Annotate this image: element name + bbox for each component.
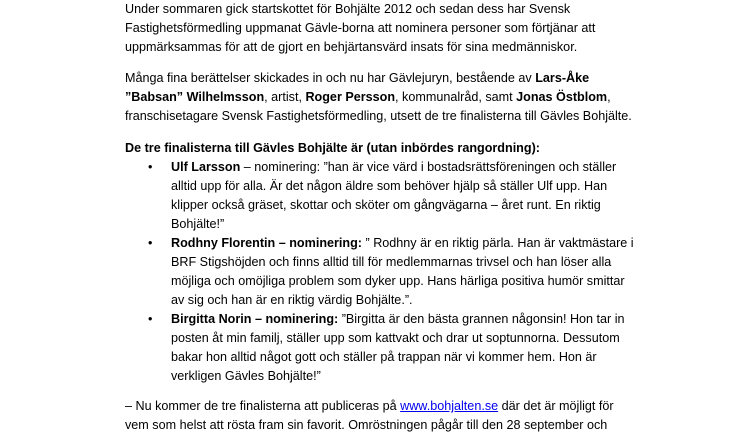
finalist-3-line-3: bakar hon alltid något gott och ställer på trappan när vi kommer hem. Hon är [171, 350, 597, 364]
intro-line-3: uppmärksammas för att de gjort en behjärtansvärd insats för sina medmänniskor. [125, 40, 578, 54]
closing-text: – Nu kommer de tre finalisterna att publiceras på [125, 399, 401, 413]
bullet-symbol: • [148, 160, 153, 174]
finalist-2-text: ” Rodhny är en riktig pärla. Han är vaktmästare i [362, 236, 634, 250]
jury-text: , artist, [264, 90, 306, 104]
jury-name-1: Lars-Åke [535, 71, 590, 85]
finalist-2-line-2: BRF Stigshöjden och finns alltid till för medlemmarnas trivsel och han löser alla [171, 255, 612, 269]
jury-name-3: Jonas Östblom [516, 90, 608, 104]
closing-text: där det är möjligt för [498, 399, 614, 413]
finalist-3-line-1 [171, 310, 731, 329]
finalist-3-line-4: verkligen Gävles Bohjälte!” [171, 369, 321, 383]
jury-line-1 [125, 69, 725, 88]
finalist-1-text: – nominering: ”han är vice värd i bostadsrättsföreningen och ställer [240, 160, 617, 174]
finalist-1-line-1 [171, 158, 731, 177]
closing-line-2: vem som helst att rösta fram sin favorit. Omröstningen pågår till den 28 september och [125, 418, 608, 432]
jury-name-1-cont: ”Babsan” Wilhelmsson [125, 90, 265, 104]
jury-text: , kommunalråd, samt [395, 90, 517, 104]
finalist-2-line-4: av sig och han är en riktig värdig Bohjälte.”. [171, 293, 413, 307]
bullet-symbol: • [148, 312, 153, 326]
intro-line-2: Fastighetsförmedling uppmanat Gävle-borna att nominera personer som förtjänar att [125, 21, 596, 35]
jury-name-2: Roger Persson [305, 90, 396, 104]
finalist-2-line-3: möjliga och omöjliga problem som dyker upp. Hans härliga positiva humör smittar [171, 274, 625, 288]
finalist-3-text: ”Birgitta är den bästa grannen någonsin! Hon tar in [338, 312, 625, 326]
finalist-1-line-4: Bohjälte!” [171, 217, 225, 231]
closing-line-1 [125, 397, 725, 416]
finalist-2-name: Rodhny Florentin – nominering: [171, 236, 362, 250]
finalists-heading: De tre finalisterna till Gävles Bohjälte är (utan inbördes rangordning): [125, 141, 540, 155]
finalist-1-name: Ulf Larsson [171, 160, 241, 174]
intro-line-1: Under sommaren gick startskottet för Bohjälte 2012 och sedan dess har Svensk [125, 2, 571, 16]
jury-line-3: franschisetagare Svensk Fastighetsförmedling, utsett de tre finalisterna till Gävles Bohjälte. [125, 109, 632, 123]
jury-text: , [607, 90, 611, 104]
bohjalten-link[interactable]: www.bohjalten.se [400, 399, 499, 413]
finalist-2-line-1 [171, 234, 731, 253]
finalist-1-line-3: klipper också gräset, skottar och sköter om gångvägarna – året runt. En riktig [171, 198, 601, 212]
bullet-symbol: • [148, 236, 153, 250]
finalist-3-line-2: posten åt min familj, ställer upp som kattvakt och drar ut soptunnorna. Dessutom [171, 331, 620, 345]
finalist-3-name: Birgitta Norin – nominering: [171, 312, 339, 326]
jury-line-2 [125, 88, 725, 107]
finalist-1-line-2: alltid upp för alla. Är det någon äldre som behöver hjälp så ställer Ulf upp. Han [171, 179, 608, 193]
jury-text: Många fina berättelser skickades in och nu har Gävlejuryn, bestående av [125, 71, 536, 85]
